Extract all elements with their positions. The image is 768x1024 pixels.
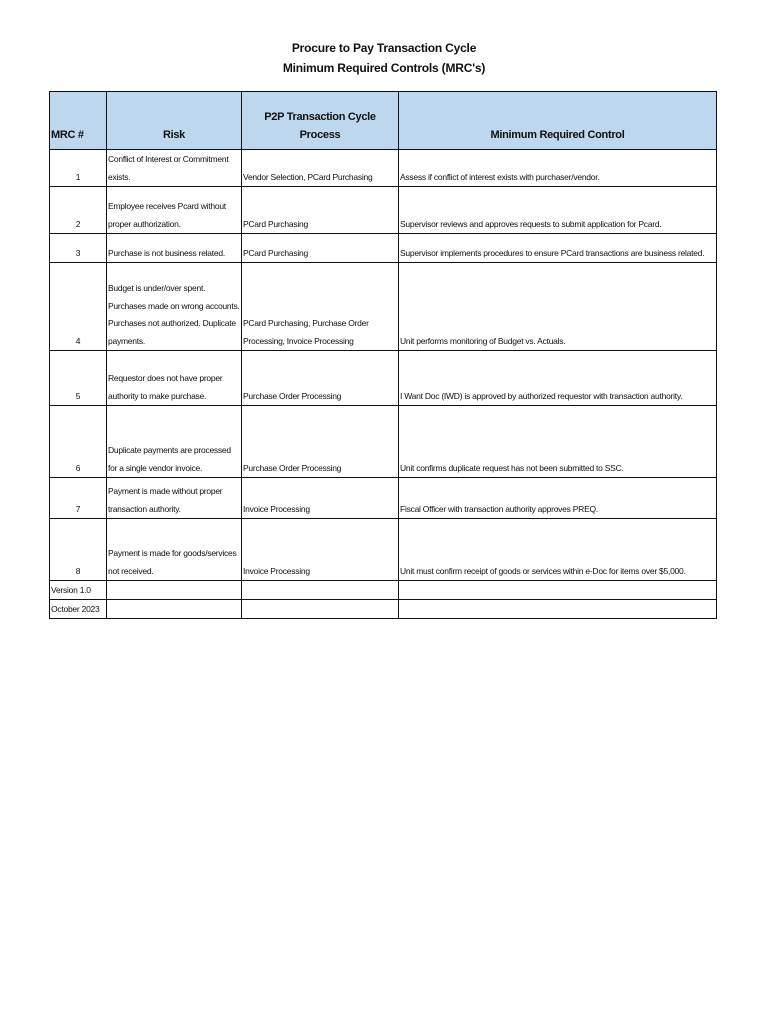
table-row bbox=[50, 234, 717, 263]
risk-text-line: exists. bbox=[108, 171, 131, 182]
process-cell bbox=[242, 519, 399, 581]
date-label: October 2023 bbox=[50, 600, 107, 619]
process-text-line: PCard Purchasing bbox=[243, 247, 308, 258]
table-header-row bbox=[50, 92, 717, 150]
mrc-number-cell: 4 bbox=[50, 263, 107, 351]
table-row bbox=[50, 406, 717, 478]
empty-cell bbox=[242, 581, 399, 600]
risk-cell bbox=[107, 234, 242, 263]
header-process: P2P Transaction Cycle Process bbox=[242, 92, 399, 150]
risk-text-line: not received. bbox=[108, 565, 154, 576]
risk-text-line: proper authorization. bbox=[108, 218, 181, 229]
empty-cell bbox=[107, 581, 242, 600]
process-text-line: PCard Purchasing, Purchase Order bbox=[243, 318, 369, 328]
risk-text-line: Purchase is not business related. bbox=[108, 247, 225, 258]
risk-text-line: Purchases made on wrong accounts. bbox=[108, 300, 240, 311]
document-title: Procure to Pay Transaction Cycle bbox=[291, 41, 477, 55]
risk-cell bbox=[107, 519, 242, 581]
risk-text-line: Payment is made without proper bbox=[108, 486, 223, 496]
process-text-line: Vendor Selection, PCard Purchasing bbox=[243, 171, 373, 182]
risk-text-line: payments. bbox=[108, 335, 145, 346]
process-cell bbox=[242, 187, 399, 234]
risk-text-line: Duplicate payments are processed bbox=[108, 445, 231, 455]
process-cell bbox=[242, 150, 399, 187]
risk-cell bbox=[107, 478, 242, 519]
risk-text-line: Requestor does not have proper bbox=[108, 373, 223, 383]
risk-text-line: Purchases not authorized. Duplicate bbox=[108, 318, 236, 328]
risk-text-line: transaction authority. bbox=[108, 503, 181, 514]
process-text-line: Purchase Order Processing bbox=[243, 390, 342, 401]
control-cell: Unit confirms duplicate request has not been submitted to SSC. bbox=[399, 406, 717, 478]
process-text-line: PCard Purchasing bbox=[243, 218, 308, 229]
risk-text-line: authority to make purchase. bbox=[108, 390, 207, 401]
table-row bbox=[50, 150, 717, 187]
empty-cell bbox=[107, 600, 242, 619]
mrc-number-cell: 6 bbox=[50, 406, 107, 478]
document-header bbox=[0, 38, 768, 78]
header-control: Minimum Required Control bbox=[399, 92, 717, 150]
control-cell: Supervisor implements procedures to ensure PCard transactions are business related. bbox=[399, 234, 717, 263]
risk-text-line: Budget is under/over spent. bbox=[108, 283, 206, 293]
mrc-number-cell: 8 bbox=[50, 519, 107, 581]
risk-text-line: Employee receives Pcard without bbox=[108, 201, 226, 211]
process-cell bbox=[242, 263, 399, 351]
risk-cell bbox=[107, 187, 242, 234]
mrc-number-cell: 1 bbox=[50, 150, 107, 187]
process-cell bbox=[242, 478, 399, 519]
risk-cell bbox=[107, 150, 242, 187]
process-cell bbox=[242, 406, 399, 478]
empty-cell bbox=[399, 581, 717, 600]
control-cell: I Want Doc (IWD) is approved by authorized requestor with transaction authority. bbox=[399, 351, 717, 406]
table-row bbox=[50, 263, 717, 351]
empty-cell bbox=[399, 600, 717, 619]
mrc-number-cell: 2 bbox=[50, 187, 107, 234]
document-subtitle: Minimum Required Controls (MRC's) bbox=[282, 61, 486, 75]
table-row bbox=[50, 187, 717, 234]
risk-text-line: Payment is made for goods/services bbox=[108, 548, 237, 558]
version-label: Version 1.0 bbox=[50, 581, 107, 600]
table-row bbox=[50, 519, 717, 581]
process-text-line: Purchase Order Processing bbox=[243, 462, 342, 473]
process-text-line: Invoice Processing bbox=[243, 565, 310, 576]
risk-cell bbox=[107, 406, 242, 478]
control-cell: Assess if conflict of interest exists with purchaser/vendor. bbox=[399, 150, 717, 187]
table-body bbox=[50, 150, 717, 581]
risk-text-line: for a single vendor invoice. bbox=[108, 462, 203, 473]
control-cell: Supervisor reviews and approves requests to submit application for Pcard. bbox=[399, 187, 717, 234]
control-cell: Fiscal Officer with transaction authority approves PREQ. bbox=[399, 478, 717, 519]
risk-text-line: Conflict of Interest or Commitment bbox=[108, 154, 229, 164]
process-cell bbox=[242, 351, 399, 406]
header-mrc-number: MRC # bbox=[50, 92, 107, 150]
mrc-number-cell: 5 bbox=[50, 351, 107, 406]
mrc-table bbox=[49, 91, 717, 619]
control-cell: Unit performs monitoring of Budget vs. Actuals. bbox=[399, 263, 717, 351]
mrc-number-cell: 7 bbox=[50, 478, 107, 519]
table-row bbox=[50, 478, 717, 519]
footer-row-date bbox=[50, 600, 717, 619]
empty-cell bbox=[242, 600, 399, 619]
footer-row-version bbox=[50, 581, 717, 600]
process-text-line: Processing, Invoice Processing bbox=[243, 335, 354, 346]
risk-cell bbox=[107, 351, 242, 406]
control-cell: Unit must confirm receipt of goods or services within e-Doc for items over $5,000. bbox=[399, 519, 717, 581]
mrc-number-cell: 3 bbox=[50, 234, 107, 263]
table-row bbox=[50, 351, 717, 406]
header-risk: Risk bbox=[107, 92, 242, 150]
process-cell bbox=[242, 234, 399, 263]
risk-cell bbox=[107, 263, 242, 351]
process-text-line: Invoice Processing bbox=[243, 503, 310, 514]
